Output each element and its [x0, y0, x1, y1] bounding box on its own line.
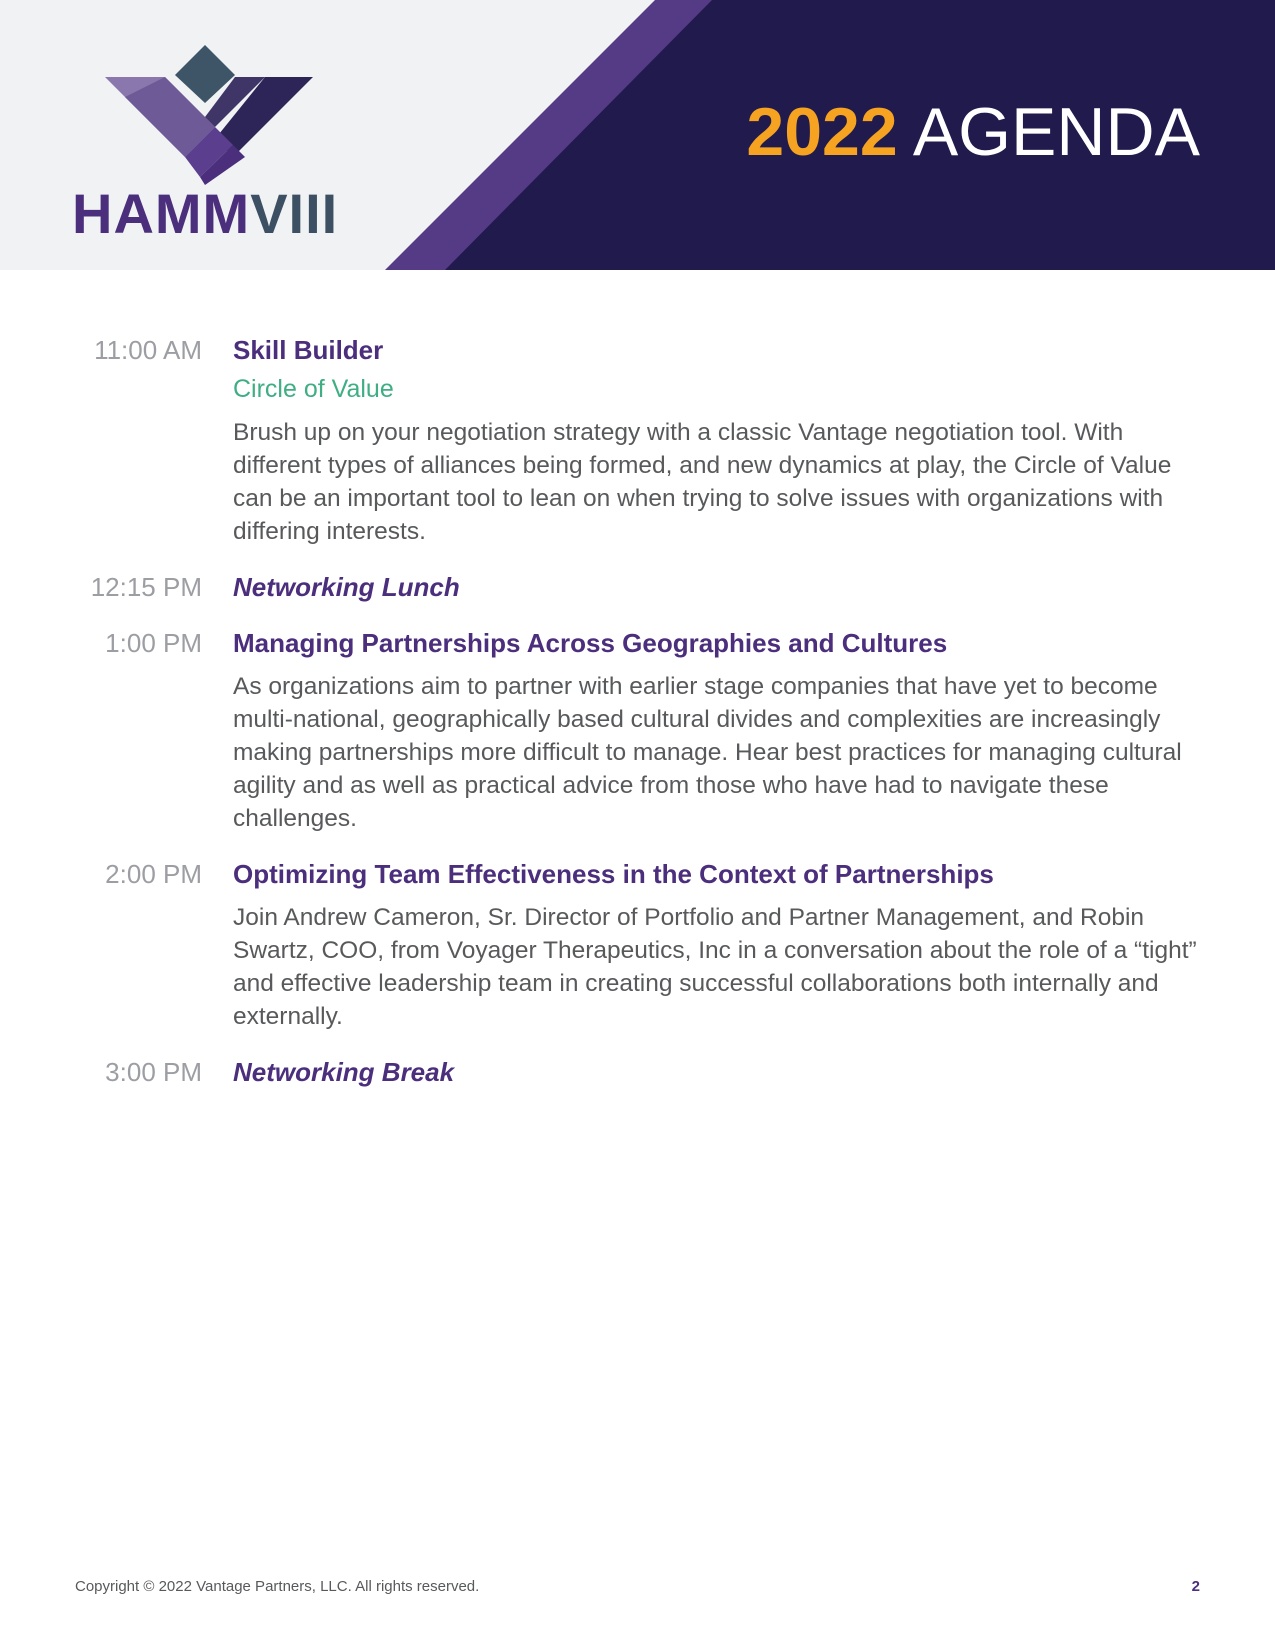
agenda-item — [0, 333, 1275, 548]
agenda-title: Optimizing Team Effectiveness in the Context of Partnerships — [233, 859, 994, 889]
logo-text-part2: VIII — [250, 182, 339, 245]
logo-text-part1: HAMM — [72, 182, 251, 245]
agenda-title: Skill Builder — [233, 335, 384, 365]
agenda-time: 3:00 PM — [105, 1057, 202, 1087]
agenda-list — [0, 333, 1275, 1111]
agenda-description: Join Andrew Cameron, Sr. Director of Portfolio and Partner Management, and Robin Swartz, COO, from Voyager Therapeutics, Inc in a conversation about the role of a “tight” and effective leadership team in creating successful collaborations both internally and externally. — [233, 904, 1197, 1030]
page-header — [0, 0, 1275, 270]
agenda-item — [0, 626, 1275, 835]
agenda-time: 1:00 PM — [105, 628, 202, 658]
agenda-item — [0, 857, 1275, 1033]
title-word: AGENDA — [912, 94, 1200, 170]
agenda-title: Networking Break — [233, 1057, 455, 1087]
copyright-notice: Copyright © 2022 Vantage Partners, LLC. All rights reserved. — [75, 1578, 480, 1595]
agenda-description: Brush up on your negotiation strategy with a classic Vantage negotiation tool. With different types of alliances being formed, and new dynamics at play, the Circle of Value can be an important tool to lean on when trying to solve issues with organizations with differing interests. — [233, 419, 1172, 545]
agenda-time: 12:15 PM — [90, 572, 202, 602]
agenda-item — [0, 570, 1275, 604]
agenda-subtitle: Circle of Value — [233, 375, 394, 403]
agenda-time: 2:00 PM — [105, 859, 202, 889]
page-number: 2 — [1191, 1578, 1200, 1595]
logo-wordmark — [72, 182, 339, 245]
agenda-time: 11:00 AM — [94, 335, 202, 365]
agenda-item — [0, 1055, 1275, 1089]
logo-mark-icon — [105, 45, 365, 185]
agenda-title: Managing Partnerships Across Geographies and Cultures — [233, 628, 948, 658]
agenda-description: As organizations aim to partner with earlier stage companies that have yet to become multi-national, geographically based cultural divides and complexities are increasingly making partnerships more difficult to manage. Hear best practices for managing cultural agility and as well as practical advice from those who have had to navigate these challenges. — [233, 673, 1182, 832]
page-title — [746, 94, 1200, 170]
title-year: 2022 — [746, 94, 898, 170]
agenda-title: Networking Lunch — [233, 572, 460, 602]
